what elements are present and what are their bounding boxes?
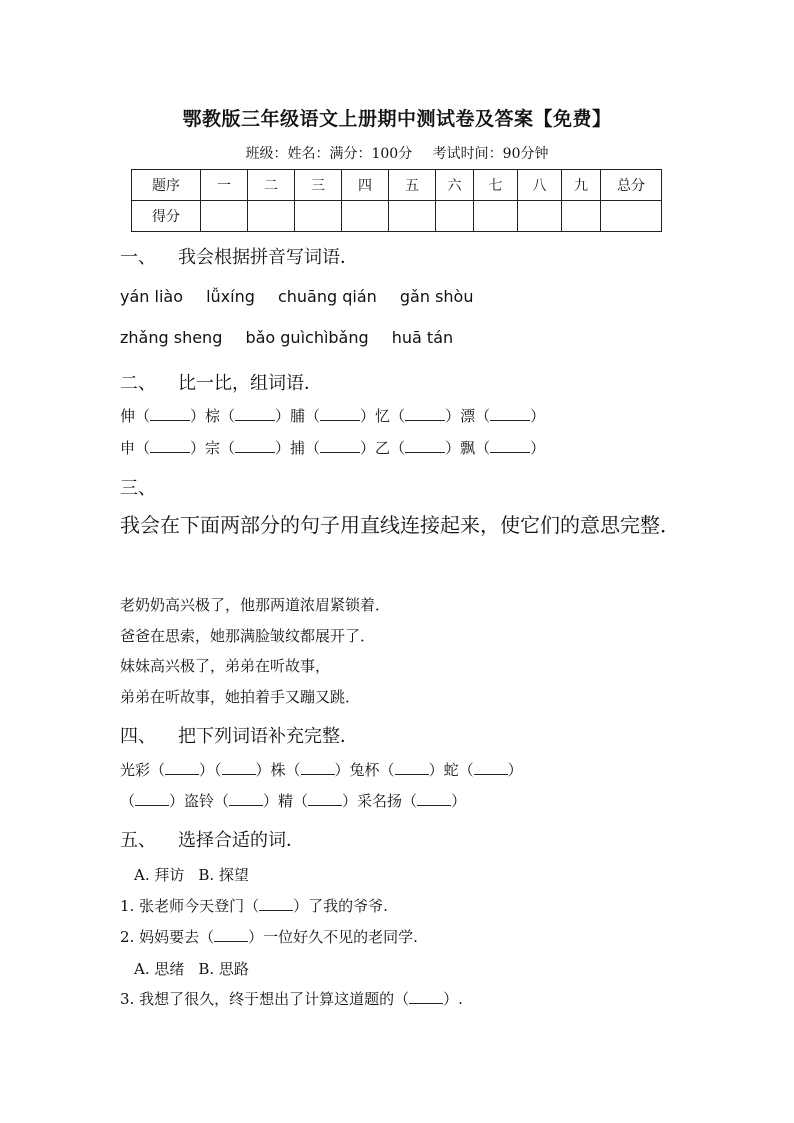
answer-blank[interactable] [150,406,190,421]
section-number: 四、 [120,726,156,747]
sentence-item: 妹妹高兴极了，弟弟在听故事， [120,657,331,675]
question-text: 2. 妈妈要去（ [120,928,215,946]
compare-text: ）脯（ [275,407,321,425]
class-name-score-info: 班级：姓名：满分：100分 [245,146,413,162]
question-text: ）一位好久不见的老同学. [248,928,418,946]
score-cell[interactable] [436,201,474,232]
score-cell[interactable] [601,201,662,232]
choice-options-1 [134,864,263,885]
compare-text: ）捕（ [275,439,321,457]
answer-blank[interactable] [320,406,360,421]
answer-blank[interactable] [405,438,445,453]
answer-blank[interactable] [229,791,263,806]
answer-blank[interactable] [308,791,342,806]
header-cell: 三 [295,170,342,201]
score-cell[interactable] [342,201,389,232]
header-cell: 四 [342,170,389,201]
question-text: ）了我的爷爷. [293,897,388,915]
answer-blank[interactable] [301,760,335,775]
compare-row-2 [120,437,545,458]
header-cell: 二 [248,170,295,201]
compare-text: ）宗（ [190,439,236,457]
question-1 [120,895,388,916]
sentence-item: 弟弟在听故事，她拍着手又蹦又跳． [120,688,361,706]
sentence-item: 爸爸在思索，她那满脸皱纹都展开了． [120,627,376,645]
compare-text: ）忆（ [360,407,406,425]
header-cell: 八 [518,170,562,201]
header-cell: 九 [562,170,601,201]
idiom-text: ）采名扬（ [342,792,418,810]
section-5-heading [120,826,304,852]
option-b: B. 思路 [198,960,249,978]
score-row-label: 得分 [132,201,201,232]
answer-blank[interactable] [409,989,443,1004]
sentence-item: 老奶奶高兴极了，他那两道浓眉紧锁着． [120,596,391,614]
answer-blank[interactable] [235,406,275,421]
section-3-title: 我会在下面两部分的句子用直线连接起来，使它们的意思完整． [120,513,680,537]
section-title: 把下列词语补充完整． [178,726,358,747]
answer-blank[interactable] [135,791,169,806]
pinyin-item: gǎn shòu [399,287,474,306]
answer-blank[interactable] [165,760,199,775]
section-number: 二、 [120,373,156,394]
idiom-text: （ [120,792,136,810]
pinyin-item: bǎo guìchìbǎng [245,328,369,347]
idiom-text: ）兔杯（ [334,761,395,779]
choice-options-2 [134,958,263,979]
question-2 [120,926,418,947]
section-3-number [120,474,156,500]
compare-text: 申（ [120,439,151,457]
idiom-row-1 [120,759,523,780]
compare-row-1 [120,405,545,426]
idiom-text: ） [451,792,467,810]
answer-blank[interactable] [417,791,451,806]
answer-blank[interactable] [490,438,530,453]
header-cell: 题序 [132,170,201,201]
idiom-text: ）精（ [263,792,309,810]
question-3 [120,988,463,1009]
section-1-heading [120,243,358,269]
section-2-heading [120,369,322,395]
score-table [131,169,662,232]
answer-blank[interactable] [490,406,530,421]
score-table-score-row [132,201,662,232]
pinyin-row-1 [120,287,491,306]
pinyin-item: chuāng qián [277,287,377,306]
exam-time-info: 考试时间：90分钟 [432,146,549,162]
compare-text: ） [530,407,546,425]
pinyin-item: zhǎng sheng [120,328,223,347]
score-cell[interactable] [389,201,436,232]
idiom-row-2 [120,790,466,811]
section-title: 我会根据拼音写词语． [178,247,358,268]
compare-text: ）乙（ [360,439,406,457]
score-table-header-row [132,170,662,201]
question-text: 1. 张老师今天登门（ [120,897,260,915]
header-cell: 总分 [601,170,662,201]
pinyin-item: huā tán [391,328,454,347]
score-cell[interactable] [201,201,248,232]
answer-blank[interactable] [150,438,190,453]
answer-blank[interactable] [235,438,275,453]
score-cell[interactable] [248,201,295,232]
score-cell[interactable] [474,201,518,232]
compare-text: 伸（ [120,407,151,425]
option-b: B. 探望 [198,866,249,884]
section-title: 选择合适的词． [178,830,304,851]
answer-blank[interactable] [395,760,429,775]
idiom-text: ）蛇（ [428,761,474,779]
section-number: 三、 [120,478,156,499]
option-a: A. 拜访 [134,866,185,884]
header-cell: 五 [389,170,436,201]
page-title: 鄂教版三年级语文上册期中测试卷及答案【免费】 [182,108,612,130]
section-number: 五、 [120,830,156,851]
compare-text: ） [530,439,546,457]
score-cell[interactable] [295,201,342,232]
compare-text: ）飘（ [445,439,491,457]
score-cell[interactable] [562,201,601,232]
question-text: 3. 我想了很久，终于想出了计算这道题的（ [120,990,410,1008]
pinyin-row-2 [120,328,471,347]
score-cell[interactable] [518,201,562,232]
exam-info [0,143,794,163]
compare-text: ）漂（ [445,407,491,425]
idiom-text: ）（ [199,761,222,779]
section-title: 比一比，组词语． [178,373,322,394]
pinyin-item: yán liào [120,287,183,306]
option-a: A. 思绪 [134,960,185,978]
answer-blank[interactable] [214,927,248,942]
section-number: 一、 [120,247,156,268]
answer-blank[interactable] [259,896,293,911]
idiom-text: ）株（ [255,761,301,779]
question-text: ）. [443,990,463,1008]
answer-blank[interactable] [222,760,256,775]
compare-text: ）棕（ [190,407,236,425]
answer-blank[interactable] [474,760,508,775]
header-cell: 七 [474,170,518,201]
idiom-text: ）盗铃（ [169,792,230,810]
header-cell: 一 [201,170,248,201]
section-4-heading [120,722,358,748]
idiom-text: ） [507,761,523,779]
answer-blank[interactable] [405,406,445,421]
header-cell: 六 [436,170,474,201]
idiom-text: 光彩（ [120,761,166,779]
pinyin-item: lǚxíng [206,287,255,306]
answer-blank[interactable] [320,438,360,453]
